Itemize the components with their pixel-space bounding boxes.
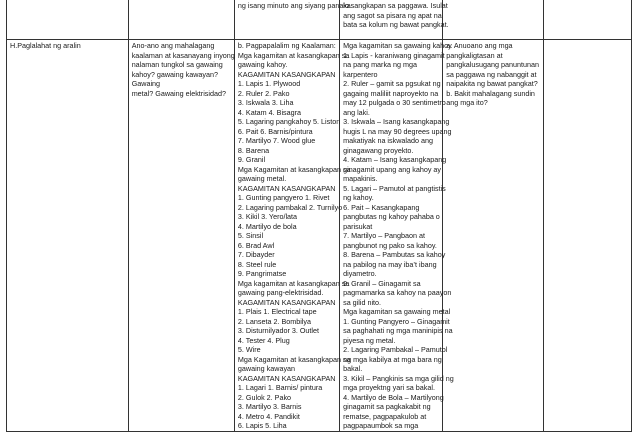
text-line: 3. Kikil 3. Yero/lata [237,212,298,221]
text-line: 2. Lagaring pambakal 2. Turnilyo [237,202,343,212]
text-line: 8. Steel rule [237,259,277,269]
text-line: 7. Martilyo 7. Wood glue [237,136,316,145]
text-line: 2. Lanseta 2. Bombilya [237,316,312,326]
text-line: Mga kagamitan at kasangkapan sa [237,278,350,288]
table-row-paglalahat [7,40,632,432]
cell-safety-questions [443,40,544,432]
text-line: 5. Wire [237,345,261,354]
text-line: Gawaing [131,79,161,88]
text-line: Ano-ano ang mahalagang [131,41,215,50]
text-line: ginagawang proyekto. [343,145,414,155]
text-line: 3. Martilyo 3. Barnis [237,402,302,411]
cell-empty [544,40,632,432]
text-line: 6. Lapis 5. Liha [237,421,287,430]
text-line: 5. Lagari – Pamutol at pangtistis [343,183,446,193]
text-line: a. Anuoano ang mga [446,41,513,50]
table-row-top [7,0,632,40]
text-line: kahoy? gawaing kawayan? [131,69,218,79]
text-line: pagmamarka sa kahoy na paayon [343,288,452,297]
text-line: sa gilid nito. [343,297,382,307]
text-line: H.Paglalahat ng aralin [10,41,81,50]
text-line: b. Bakit mahalagang sundin [446,88,535,98]
text-line: 4. Tester 4. Plug [237,335,290,345]
text-line: 2. Gulok 2. Pako [237,392,292,402]
text-line: 4. Martilyo de bola [237,221,297,231]
text-line: 3. Iskwala – Isang kasangkapang [343,117,450,126]
text-line: pangkalusugang panuntunan [446,60,539,69]
text-line: Mga kagamitan sa gawaing metal [343,307,451,316]
text-line: kasangkapan sa paggawa. Isulat [343,1,448,10]
cell-top-col2 [128,0,234,40]
text-line: 2. Lagaring Pambakal – Pamutol [343,345,448,354]
text-line: 2. Ruler – gamit sa pgsukat ng [343,79,441,88]
cell-top-col3 [234,0,351,40]
text-line: ang mga ito? [446,98,488,107]
text-line: pangbutas ng kahoy pahaba o [343,212,440,221]
text-line: na pang marka ng mga [343,60,418,69]
cell-section-label [7,40,129,432]
text-line: 6. Brad Awl [237,240,275,250]
text-line: sa paghahati ng mga maninipis na [343,326,453,335]
text-line: kaalaman at kasanayang inyong [131,50,235,60]
text-line: b. Pagpapalalim ng Kaalaman: [237,41,336,50]
text-line: 4. Martilyo de Bola – Martilyong [343,392,444,402]
text-line: ng isang minuto ang siyang panalo. [237,1,351,10]
text-line: 4. Katam 4. Bisagra [237,107,302,117]
text-line: pagpapaumbok sa mga [343,421,419,430]
text-line: pangbunot ng pako sa kahoy. [343,240,437,250]
cell-top-col4 [340,0,449,40]
text-line: gawaing pang-elektrisidad. [237,288,324,297]
cell-top-col6 [544,0,632,40]
cell-tools-list [234,40,351,432]
text-line: 7. Dibayder [237,250,275,259]
text-line: ginagamit sa pagkakabit ng [343,402,431,411]
text-line: 9. Pangrimatse [237,269,287,278]
text-line: bata sa kolum ng bawat pangkat. [343,20,449,29]
text-line: bakal. [343,364,363,373]
cell-top-col5 [443,0,544,40]
text-line: 2. Ruler 2. Pako [237,88,290,98]
text-line: KAGAMITAN KASANGKAPAN [237,183,336,193]
text-line: 8. Barena – Pambutas sa kahoy [343,250,446,259]
text-line: makatiyak na iskwalado ang [343,136,433,145]
text-line: KAGAMITAN KASANGKAPAN [237,373,336,383]
text-line: ng kahoy. [343,193,374,202]
text-line: 1. Gunting pangyero 1. Rivet [237,193,330,202]
text-line: 1. Lapis 1. Plywood [237,79,301,88]
text-line: 6. Pait – Kasangkapang [343,202,420,212]
text-line: Mga Kagamitan at kasangkapan sa [237,164,351,174]
text-line: metal? Gawaing elektrisidad? [131,88,226,98]
text-line: gawaing metal. [237,174,287,183]
text-line: mapakinis. [343,174,378,183]
text-line: 6. Pait 6. Barnis/pintura [237,126,313,136]
text-line: 5. Sinsil [237,231,264,240]
text-line: 1. Lagari 1. Barnis/ pintura [237,383,323,392]
text-line: piyesa ng metal. [343,335,396,345]
cell-tools-descriptions [340,40,454,432]
text-line: 1. Lapis - karaniwang ginagamit [343,50,445,60]
text-line: 9. Granil – Ginagamit sa [343,278,421,288]
text-line: may 12 pulgada o 30 sentimetro [343,98,446,107]
text-line: rematse, pagpapakulob at [343,411,427,421]
text-line: 5. Lagaring pangkahoy 5. Liston [237,117,341,126]
text-line: ang laki. [343,107,370,117]
text-line: karpentero [343,69,378,79]
text-line: pangkaligtasan at [446,50,503,60]
cell-guide-questions [128,40,234,432]
text-line: 4. Katam – Isang kasangkapang [343,155,447,164]
cell-top-col1 [7,0,129,40]
text-line: Mga Kagamitan at kasangkapan sa [237,354,351,364]
text-line: 8. Barena [237,145,270,155]
text-line: 3. Disturnilyador 3. Outlet [237,326,320,335]
text-line: 3. Kikil – Pangkinis sa mga gilid ng [343,373,454,383]
text-line: 1. Plais 1. Electrical tape [237,307,317,316]
text-line: na pabilog na may iba’t ibang [343,259,437,269]
text-line: ginagamit upang ang kahoy ay [343,164,441,174]
text-line: 9. Granil [237,155,266,164]
text-line: KAGAMITAN KASANGKAPAN [237,69,336,79]
text-line: 3. Iskwala 3. Liha [237,98,294,107]
text-line: gawaing kahoy. [237,60,288,69]
text-line: Mga kagamitan sa gawaing kahoy [343,41,452,50]
text-line: hugis L na may 90 degrees upang [343,126,452,136]
text-line: 7. Martilyo – Pangbaon at [343,231,426,240]
text-line: mga proyektng yari sa bakal. [343,383,435,392]
text-line: diyametro. [343,269,377,278]
text-line: parisukat [343,221,373,231]
text-line: 1. Gunting Pangyero – Ginagamit [343,316,450,326]
text-line: ang sagot sa pisara ng apat na [343,10,442,20]
text-line: nalaman tungkol sa gawaing [131,60,223,69]
text-line: gagaing maliliit naproyekto na [343,88,439,98]
text-line: sa paggawa ng nabanggit at [446,69,537,79]
text-line: naipakita ng bawat pangkat? [446,79,538,88]
text-line: gawaing kawayan [237,364,296,373]
lesson-plan-table [6,0,632,432]
text-line: 4. Metro 4. Pandikit [237,411,300,421]
text-line: KAGAMITAN KASANGKAPAN [237,297,336,307]
text-line: ng mga kabilya at mga bara ng [343,354,442,364]
text-line: Mga kagamitan at kasangkapan sa [237,50,350,60]
